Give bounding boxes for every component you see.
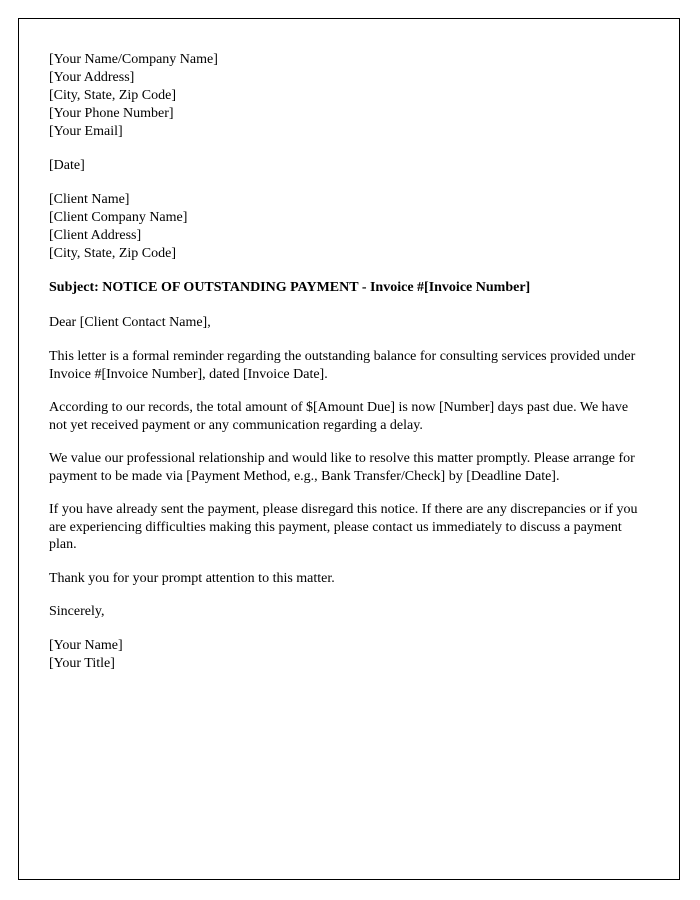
sender-line: [Your Phone Number] (49, 106, 174, 121)
recipient-address-block (49, 191, 649, 263)
body-paragraph: According to our records, the total amount of $[Amount Due] is now [Number] days past due. We have not yet received payment or any communication regarding a delay. (49, 400, 629, 433)
closing: Sincerely, (49, 604, 105, 619)
sender-line: [City, State, Zip Code] (49, 88, 177, 103)
sender-line: [Your Email] (49, 124, 123, 139)
body-paragraph: We value our professional relationship and would like to resolve this matter promptly. Please arrange for payment to be made via [Payment Method, e.g., Bank Transfer/Check] by [Deadline Date]. (49, 451, 635, 484)
sender-line: [Your Name/Company Name] (49, 52, 218, 67)
salutation: Dear [Client Contact Name], (49, 315, 211, 330)
date-line: [Date] (49, 158, 85, 173)
recipient-line: [Client Name] (49, 192, 130, 207)
letter-page (18, 18, 680, 880)
recipient-line: [City, State, Zip Code] (49, 246, 177, 261)
body-paragraph: This letter is a formal reminder regarding the outstanding balance for consulting services provided under Invoice #[Invoice Number], dated [Invoice Date]. (49, 349, 636, 382)
subject-line: Subject: NOTICE OF OUTSTANDING PAYMENT - Invoice #[Invoice Number] (49, 280, 531, 295)
signature-block (49, 637, 649, 673)
signature-line: [Your Name] (49, 638, 123, 653)
recipient-line: [Client Address] (49, 228, 142, 243)
signature-line: [Your Title] (49, 656, 115, 671)
body-paragraph: If you have already sent the payment, please disregard this notice. If there are any discrepancies or if you are experiencing difficulties making this payment, please contact us immediately to discuss a payment plan. (49, 502, 638, 552)
letter-content (19, 19, 679, 703)
recipient-line: [Client Company Name] (49, 210, 188, 225)
sender-line: [Your Address] (49, 70, 135, 85)
sender-address-block (49, 51, 649, 141)
body-paragraph: Thank you for your prompt attention to this matter. (49, 570, 335, 586)
